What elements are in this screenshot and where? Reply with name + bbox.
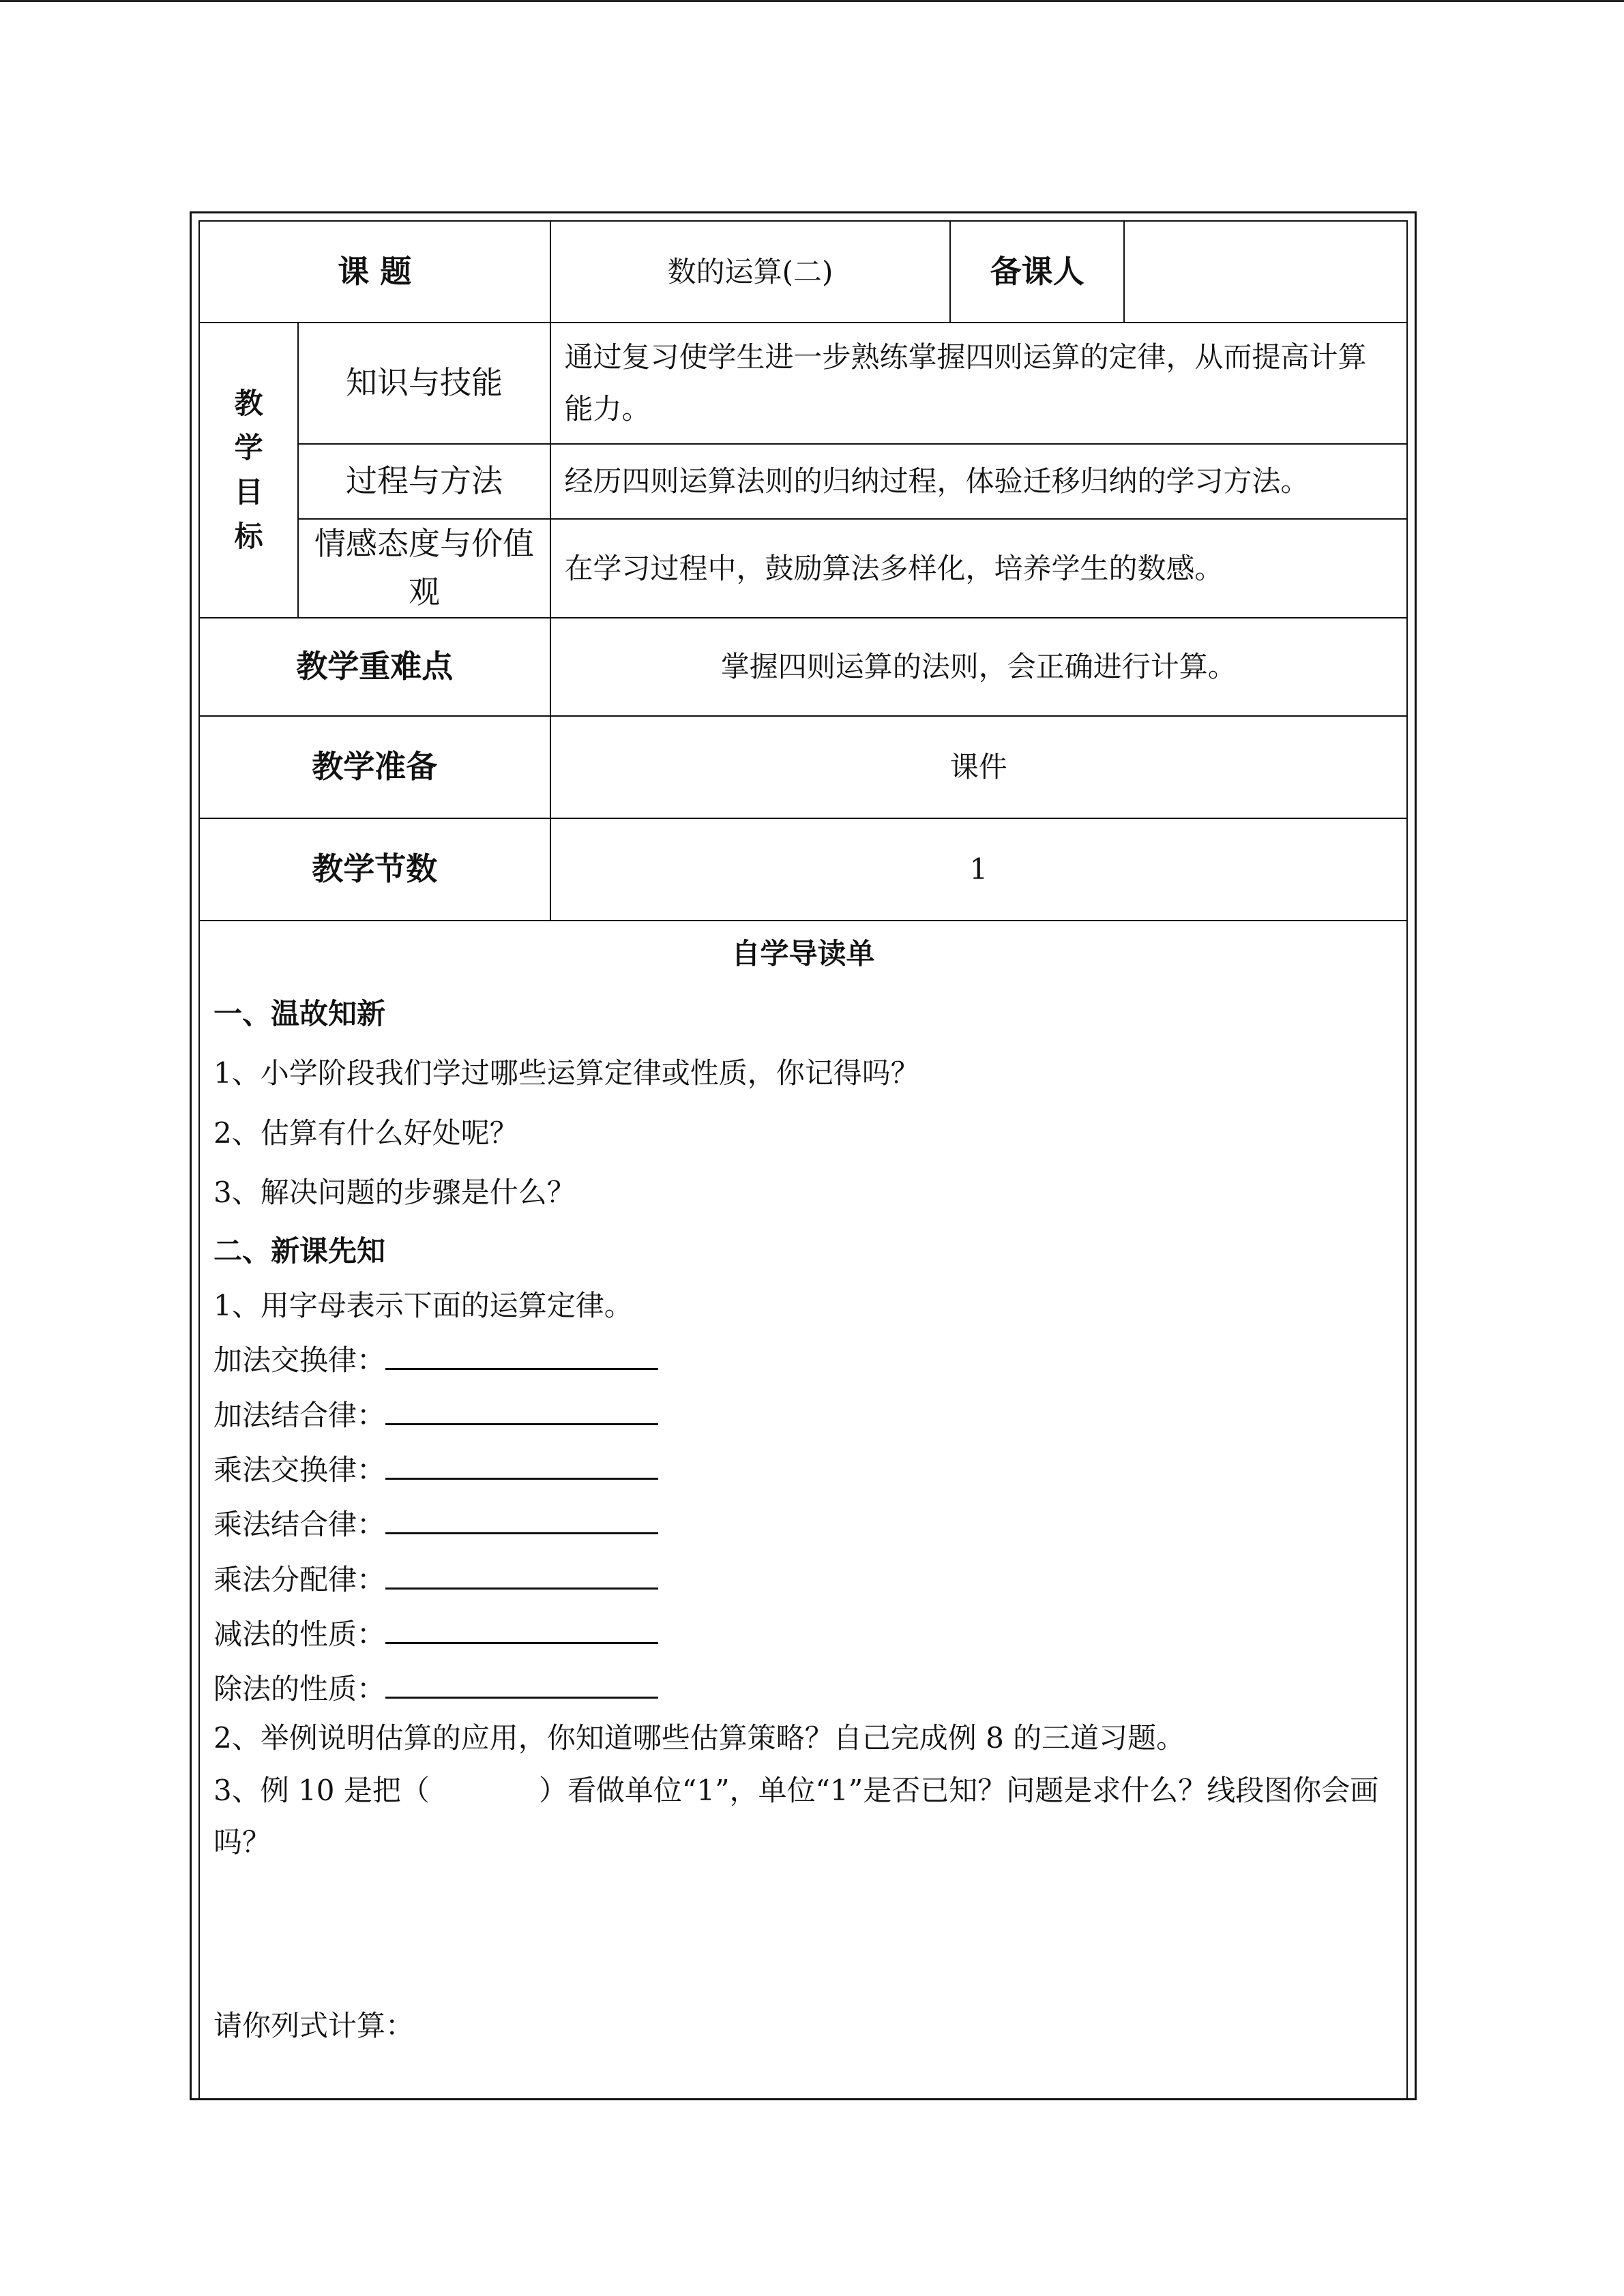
objective-label-process: 过程与方法 — [298, 444, 550, 519]
guide-title: 自学导读单 — [731, 937, 875, 970]
calc-prompt: 请你列式计算： — [213, 2009, 415, 2042]
objective-label-attitude: 情感态度与价值观 — [298, 519, 550, 618]
law-label: 加法结合律： — [213, 1399, 386, 1432]
section2-item-2: 2、举例说明估算的应用，你知道哪些估算策略？自己完成例 8 的三道习题。 — [213, 1721, 1185, 1755]
answer-blank[interactable] — [385, 1396, 658, 1425]
law-line — [213, 1393, 658, 1434]
law-label: 减法的性质： — [213, 1617, 386, 1651]
preparer-label: 备课人 — [950, 222, 1123, 323]
topic-value: 数的运算(二) — [550, 222, 951, 323]
lesson-plan-table — [198, 220, 1408, 2098]
preparer-value — [1124, 222, 1406, 323]
section1-item-2: 2、估算有什么好处呢？ — [213, 1116, 518, 1150]
section2-intro: 1、用字母表示下面的运算定律。 — [213, 1289, 633, 1322]
section1-item-1: 1、小学阶段我们学过哪些运算定律或性质，你记得吗？ — [213, 1056, 919, 1090]
answer-blank[interactable] — [385, 1341, 658, 1370]
section1-item-3: 3、解决问题的步骤是什么？ — [213, 1176, 576, 1209]
key-points-value: 掌握四则运算的法则，会正确进行计算。 — [550, 618, 1406, 716]
law-line — [213, 1502, 658, 1543]
section1-heading: 一、温故知新 — [213, 997, 386, 1030]
law-line — [213, 1448, 658, 1489]
self-study-guide — [200, 925, 1406, 2098]
item3-text-a: 3、例 10 是把（ — [213, 1774, 430, 1807]
law-line — [213, 1612, 658, 1653]
law-label: 加法交换律： — [213, 1343, 386, 1377]
periods-label: 教学节数 — [200, 818, 550, 921]
objective-label-knowledge: 知识与技能 — [298, 323, 550, 444]
answer-blank[interactable] — [385, 1505, 658, 1534]
law-line — [213, 1338, 658, 1379]
answer-blank[interactable] — [385, 1615, 658, 1644]
law-label: 乘法分配律： — [213, 1563, 386, 1596]
item3-text-b: ）看做单位“1”，单位“1”是否已知？问题是求什么？线段图你会画吗？ — [213, 1774, 1379, 1859]
law-line — [213, 1667, 658, 1708]
law-line — [213, 1557, 658, 1598]
answer-blank[interactable] — [385, 1560, 658, 1590]
topic-label: 课 题 — [200, 222, 550, 323]
objective-text-knowledge: 通过复习使学生进一步熟练掌握四则运算的定律，从而提高计算能力。 — [550, 323, 1406, 444]
lesson-header-grid — [200, 222, 1406, 921]
answer-blank[interactable] — [385, 1669, 658, 1699]
objective-text-attitude: 在学习过程中，鼓励算法多样化，培养学生的数感。 — [550, 519, 1406, 618]
periods-value: 1 — [550, 818, 1406, 921]
page-top-rule — [0, 0, 1624, 2]
lesson-plan-frame — [190, 211, 1417, 2100]
law-label: 除法的性质： — [213, 1672, 386, 1705]
answer-blank[interactable] — [385, 1450, 658, 1480]
preparation-value: 课件 — [550, 716, 1406, 818]
section2-item-3 — [213, 1765, 1393, 1868]
objective-text-process: 经历四则运算法则的归纳过程，体验迁移归纳的学习方法。 — [550, 444, 1406, 519]
law-label: 乘法交换律： — [213, 1453, 386, 1487]
preparation-label: 教学准备 — [200, 716, 550, 818]
key-points-label: 教学重难点 — [200, 618, 550, 716]
objectives-group-label: 教 学 目 标 — [200, 323, 298, 618]
law-label: 乘法结合律： — [213, 1508, 386, 1541]
section2-heading: 二、新课先知 — [213, 1234, 386, 1268]
